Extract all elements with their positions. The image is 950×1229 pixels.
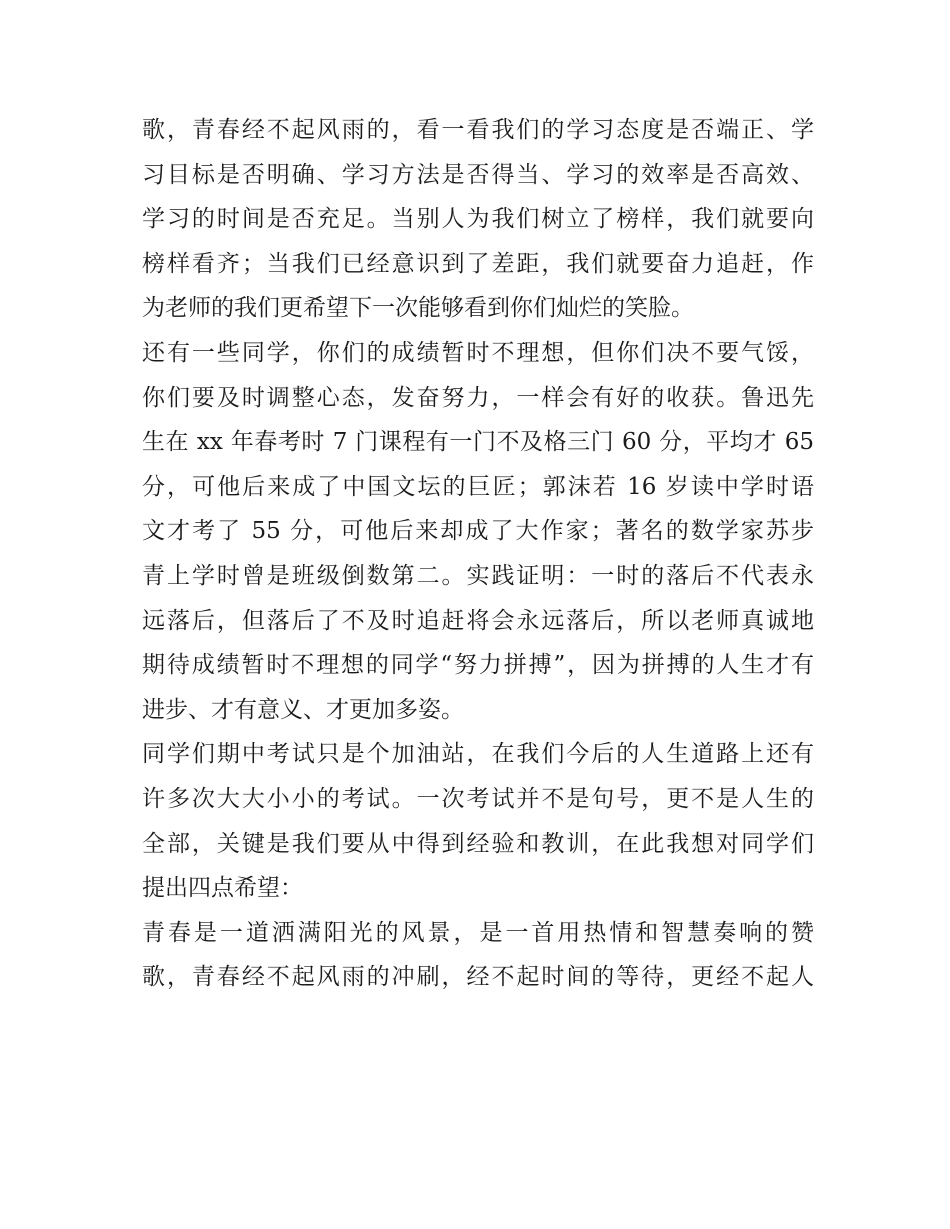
paragraph [142, 331, 814, 732]
text-line: 全部，关键是我们要从中得到经验和教训，在此我想对同学们 [142, 830, 814, 857]
text-line: 还有一些同学，你们的成绩暂时不理想，但你们决不要气馁， [142, 339, 814, 366]
text-line: 同学们期中考试只是个加油站，在我们今后的人生道路上还有 [142, 741, 814, 768]
text-line: 进步、才有意义、才更加多姿。 [142, 696, 464, 723]
text-line: 青上学时曾是班级倒数第二。实践证明：一时的落后不代表永 [142, 562, 814, 589]
paragraph [142, 108, 814, 331]
text-line: 为老师的我们更希望下一次能够看到你们灿烂的笑脸。 [142, 295, 694, 322]
text-line: 学习的时间是否充足。当别人为我们树立了榜样，我们就要向 [142, 206, 814, 233]
paragraph [142, 911, 814, 1000]
text-line: 文才考了 55 分，可他后来却成了大作家；著名的数学家苏步 [142, 518, 814, 545]
text-line: 分，可他后来成了中国文坛的巨匠；郭沫若 16 岁读中学时语 [142, 473, 814, 500]
text-line: 青春是一道洒满阳光的风景，是一首用热情和智慧奏响的赞 [142, 919, 814, 946]
text-line: 歌，青春经不起风雨的冲刷，经不起时间的等待，更经不起人 [142, 964, 814, 991]
text-line: 榜样看齐；当我们已经意识到了差距，我们就要奋力追赶，作 [142, 250, 814, 277]
text-line: 远落后，但落后了不及时追赶将会永远落后，所以老师真诚地 [142, 607, 814, 634]
text-line: 期待成绩暂时不理想的同学“努力拼搏”，因为拼搏的人生才有 [142, 652, 814, 679]
paragraph [142, 732, 814, 910]
text-line: 习目标是否明确、学习方法是否得当、学习的效率是否高效、 [142, 161, 814, 188]
document-body [142, 108, 814, 1000]
text-line: 生在 xx 年春考时 7 门课程有一门不及格三门 60 分，平均才 65 [142, 429, 814, 456]
text-line: 许多次大大小小的考试。一次考试并不是句号，更不是人生的 [142, 785, 814, 812]
text-line: 提出四点希望： [142, 875, 303, 902]
text-line: 歌，青春经不起风雨的，看一看我们的学习态度是否端正、学 [142, 117, 814, 143]
text-line: 你们要及时调整心态，发奋努力，一样会有好的收获。鲁迅先 [142, 384, 814, 411]
